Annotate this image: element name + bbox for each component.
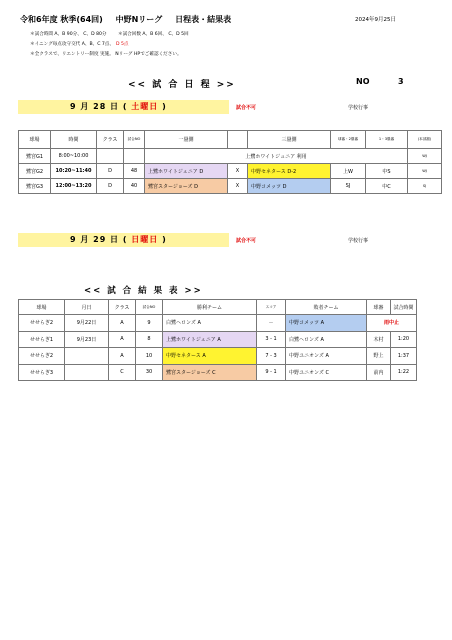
cell-field: 鷺宮G1 [19, 149, 51, 164]
cell-home-team: 上鷺ホワイトジュニア D [145, 164, 228, 179]
cell-winner: 白鷺ヘロンズ A [163, 315, 257, 332]
cell-home-team: 鷺宮スタージョーズ D [145, 179, 228, 194]
results-row [19, 315, 417, 332]
cell-class: C [109, 364, 136, 381]
day2-weekday: 日曜日 [131, 235, 159, 244]
cell-class: A [109, 348, 136, 365]
cell-plate-umpire: SJ [331, 179, 366, 194]
cell-score: 3 - 1 [257, 331, 286, 348]
col-third-base-side: 三塁側 [248, 131, 331, 149]
cell-loser: 中野ユニオンズ C [286, 364, 367, 381]
col-class: クラス [97, 131, 124, 149]
cell-field: せせらぎ2 [19, 348, 65, 365]
cell-umpire: 前内 [367, 364, 391, 381]
note-line-3: ＊全クラスで、リエントリー制度 実施。 Nリーグ HPでご確認ください。 [30, 52, 182, 57]
results-header-row [19, 300, 417, 315]
cell-vs: X [228, 179, 248, 194]
col-umpire: 球審 [367, 300, 391, 315]
col-loser: 敗者チーム [286, 300, 367, 315]
note-innings: ＊試合回数 A、B 6回、 C、D 5回 [117, 32, 189, 37]
cell-game-time: 1:22 [391, 364, 417, 381]
col-vs [228, 131, 248, 149]
day2-event: 学校行事 [348, 238, 369, 244]
sheet-no-label: NO [356, 77, 370, 86]
schedule-row [19, 179, 442, 194]
document-title [20, 14, 241, 25]
col-field: 球場 [19, 131, 51, 149]
day1-weekday: 土曜日 [131, 102, 159, 111]
col-plate-umpire: 球審・2塁審 [331, 131, 366, 149]
col-hq: (本部割) [408, 131, 442, 149]
schedule-header-row [19, 131, 442, 149]
cell-class: D [97, 179, 124, 194]
cell-game-no: 30 [136, 364, 163, 381]
schedule-heading: << 試 合 日 程 >> [128, 80, 236, 90]
cell-away-team: 中野セネタース D-2 [248, 164, 331, 179]
col-base-umpire: 1・3塁審 [366, 131, 408, 149]
col-game-no: 試合NO [136, 300, 163, 315]
cell-hq: WJ [408, 149, 442, 164]
note-line-2 [30, 40, 199, 50]
cell-score: 9 - 1 [257, 364, 286, 381]
cell-winner: 鷺宮スタージョーズ C [163, 364, 257, 381]
results-row [19, 331, 417, 348]
cell-score: － [257, 315, 286, 332]
cell-base-umpire: 中C [366, 179, 408, 194]
cell-winner: 中野セネタース A [163, 348, 257, 365]
cell-field: せせらぎ1 [19, 331, 65, 348]
cell-loser: 中野ユニオンズ A [286, 348, 367, 365]
cell-game-time: 1:20 [391, 331, 417, 348]
cell-away-team: 中野コメッツ D [248, 179, 331, 194]
cell-hq: WJ [408, 164, 442, 179]
day1-date-group [70, 100, 167, 114]
cell-score: 7 - 3 [257, 348, 286, 365]
results-table [18, 299, 417, 381]
col-score: スコア [257, 300, 286, 315]
cell-class: A [109, 315, 136, 332]
cell-loser: 白鷺ヘロンズ A [286, 331, 367, 348]
col-time: 時間 [51, 131, 97, 149]
cell-hq: SJ [408, 179, 442, 194]
sheet-no-value: 3 [398, 77, 404, 86]
document-date: 2024年9月25日 [355, 17, 396, 23]
cell-game-no: 40 [124, 179, 145, 194]
day2-date: 9 月 29 日 ( [70, 235, 128, 244]
day1-event: 学校行事 [348, 105, 369, 111]
cell-game-no: 10 [136, 348, 163, 365]
col-first-base-side: 一塁側 [145, 131, 228, 149]
day1-status: 試合不可 [236, 105, 257, 111]
cell-vs: X [228, 164, 248, 179]
col-game-time: 試合時間 [391, 300, 417, 315]
day1-close: ) [162, 102, 167, 111]
results-heading: << 試 合 結 果 表 >> [84, 286, 203, 296]
cell-field: せせらぎ3 [19, 364, 65, 381]
cell-rain-cancel: 雨中止 [367, 315, 417, 332]
day-bar-1 [18, 100, 229, 114]
cell-date [65, 348, 109, 365]
cell-time: 8:00~10:00 [51, 149, 97, 164]
day-bar-2 [18, 233, 229, 247]
day2-date-group [70, 233, 167, 247]
title-season: 令和6年度 秋季(64回) [20, 15, 103, 24]
col-field: 球場 [19, 300, 65, 315]
cell-merged-note: 上鷺ホワイトジュニア 利用 [145, 149, 408, 164]
schedule-table [18, 130, 442, 194]
rules-notes [30, 30, 199, 60]
schedule-row [19, 164, 442, 179]
schedule-row [19, 149, 442, 164]
cell-game-no: 9 [136, 315, 163, 332]
cell-loser: 中野コメッツ A [286, 315, 367, 332]
note-inning-points-d: D 5点 [115, 42, 129, 47]
col-game-no: 試合NO [124, 131, 145, 149]
cell-field: 鷺宮G3 [19, 179, 51, 194]
cell-class: D [97, 164, 124, 179]
note-inning-points: ＊イニング毎点攻守交代 A、B、C 7点、 [30, 42, 114, 47]
col-winner: 勝利チーム [163, 300, 257, 315]
title-league: 中野Nリーグ [115, 15, 163, 24]
cell-base-umpire: 中S [366, 164, 408, 179]
cell-time: 10:20~11:40 [51, 164, 97, 179]
day1-date: 9 月 28 日 ( [70, 102, 128, 111]
cell-game-no: 48 [124, 164, 145, 179]
cell-field: 鷺宮G2 [19, 164, 51, 179]
day2-status: 試合不可 [236, 238, 257, 244]
cell-date [65, 364, 109, 381]
cell-class: A [109, 331, 136, 348]
cell-plate-umpire: 上W [331, 164, 366, 179]
cell-field: せせらぎ2 [19, 315, 65, 332]
cell-game-no [124, 149, 145, 164]
day2-close: ) [162, 235, 167, 244]
cell-umpire: 野上 [367, 348, 391, 365]
col-date: 月日 [65, 300, 109, 315]
cell-date: 9月22日 [65, 315, 109, 332]
results-row [19, 364, 417, 381]
cell-game-time: 1:37 [391, 348, 417, 365]
cell-time: 12:00~13:20 [51, 179, 97, 194]
cell-winner: 上鷺ホワイトジュニア A [163, 331, 257, 348]
cell-class [97, 149, 124, 164]
cell-umpire: 木村 [367, 331, 391, 348]
cell-date: 9月23日 [65, 331, 109, 348]
title-doc: 日程表・結果表 [175, 15, 232, 24]
cell-game-no: 8 [136, 331, 163, 348]
note-game-time: ＊試合時間 A、B 90分、 C、D 80分 [30, 32, 107, 37]
note-line-1 [30, 30, 199, 40]
col-class: クラス [109, 300, 136, 315]
results-row [19, 348, 417, 365]
